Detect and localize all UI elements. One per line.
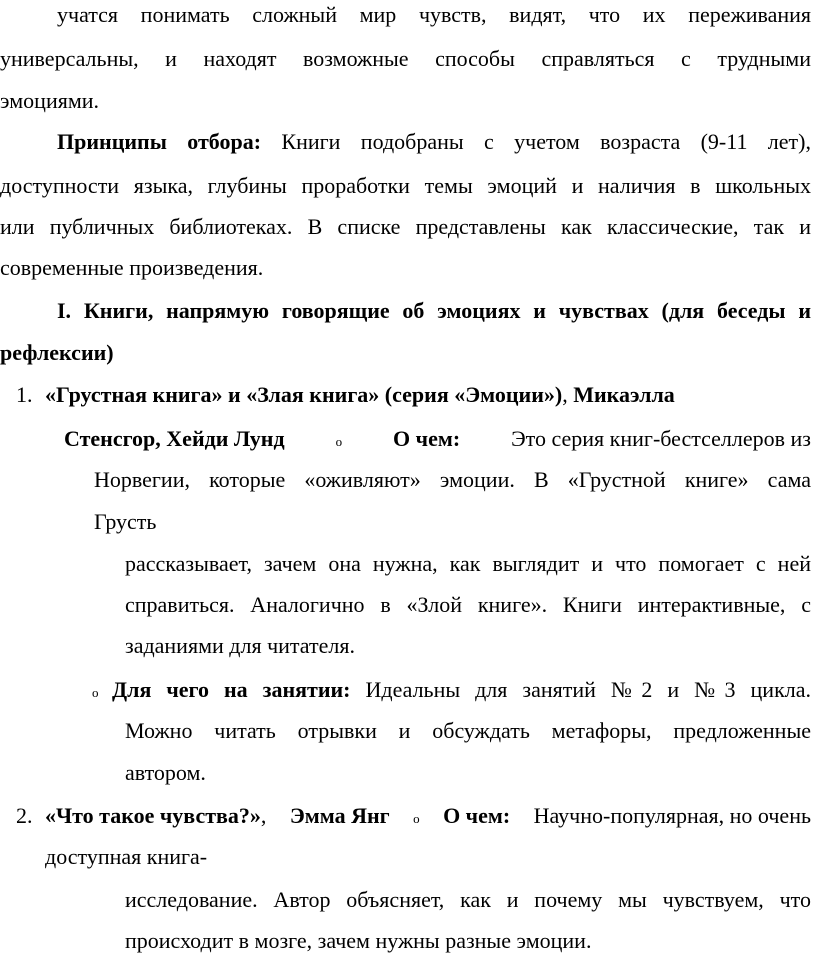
book1-use-label: Для чего на занятии:	[112, 677, 351, 702]
book1-about-line-5: справиться. Аналогично в «Злой книге». Книги интерактивные, с	[125, 592, 811, 617]
section-heading-line-1: I. Книги, напрямую говорящие об эмоциях и чувствах (для беседы и	[57, 298, 811, 323]
book2-title-comma: ,	[260, 803, 267, 828]
book2-title-group	[45, 805, 266, 827]
intro-line-1: учатся понимать сложный мир чувств, видят, что их переживания	[57, 2, 811, 27]
book2-about-line-4: происходит в мозге, зачем нужны разные эмоции.	[125, 928, 592, 953]
book2-title: «Что такое чувства?»	[45, 803, 261, 828]
book2-about-line-2: доступная книга-	[45, 844, 208, 869]
principles-line-1-text: Книги подобраны с учетом возраста (9-11 лет),	[281, 129, 811, 154]
principles-line-2: доступности языка, глубины проработки темы эмоций и наличия в школьных	[0, 173, 811, 198]
book2-number: 2.	[16, 803, 33, 828]
book1-use-line-3: автором.	[125, 760, 206, 785]
book1-author-part2: Стенсгор, Хейди Лунд	[64, 426, 285, 451]
book2-about-label: О чем:	[443, 803, 511, 828]
book1-about-label: О чем:	[393, 426, 461, 451]
intro-line-3: эмоциями.	[0, 88, 100, 113]
book2-about-line-1: Научно-популярная, но очень	[533, 803, 811, 828]
book2-about-line-3: исследование. Автор объясняет, как и почему мы чувствуем, что	[125, 887, 811, 912]
bullet-circle-icon: o	[413, 811, 420, 826]
principles-line-4: современные произведения.	[0, 255, 264, 280]
book2-author: Эмма Янг	[289, 803, 390, 828]
book2-title-line	[45, 805, 811, 827]
book1-title-line	[45, 384, 675, 406]
bullet-circle-icon: o	[335, 434, 343, 449]
book1-about-line-3: Грусть	[94, 509, 157, 534]
book1-about-line-2: Норвегии, которые «оживляют» эмоции. В «Грустной книге» сама	[94, 467, 811, 492]
book1-use-line-1-text: Идеальны для занятий №2 и №3 цикла.	[365, 677, 812, 702]
book1-about-line-6: заданиями для читателя.	[125, 633, 355, 658]
book1-title-comma: ,	[562, 382, 568, 407]
book1-use-line-1	[112, 679, 811, 701]
principles-line-3: или публичных библиотеках. В списке представлены как классические, так и	[0, 214, 811, 239]
book1-author-about-line	[64, 428, 811, 450]
book1-use-bullet	[92, 679, 99, 701]
intro-line-2: универсальны, и находят возможные способы справляться с трудными	[0, 46, 811, 71]
book1-author-part1: Микаэлла	[573, 382, 675, 407]
book1-about-line-4: рассказывает, зачем она нужна, как выглядит и что помогает с ней	[125, 551, 811, 576]
principles-line-1	[57, 131, 811, 153]
bullet-circle-icon: o	[92, 685, 99, 700]
book1-about-line-1: Это серия книг-бестселлеров из	[511, 426, 811, 451]
principles-label: Принципы отбора:	[57, 129, 262, 154]
book1-number: 1.	[16, 382, 33, 407]
book1-use-line-2: Можно читать отрывки и обсуждать метафоры, предложенные	[125, 718, 811, 743]
book1-title: «Грустная книга» и «Злая книга» (серия «Эмоции»)	[45, 382, 563, 407]
section-heading-line-2: рефлексии)	[0, 340, 114, 365]
